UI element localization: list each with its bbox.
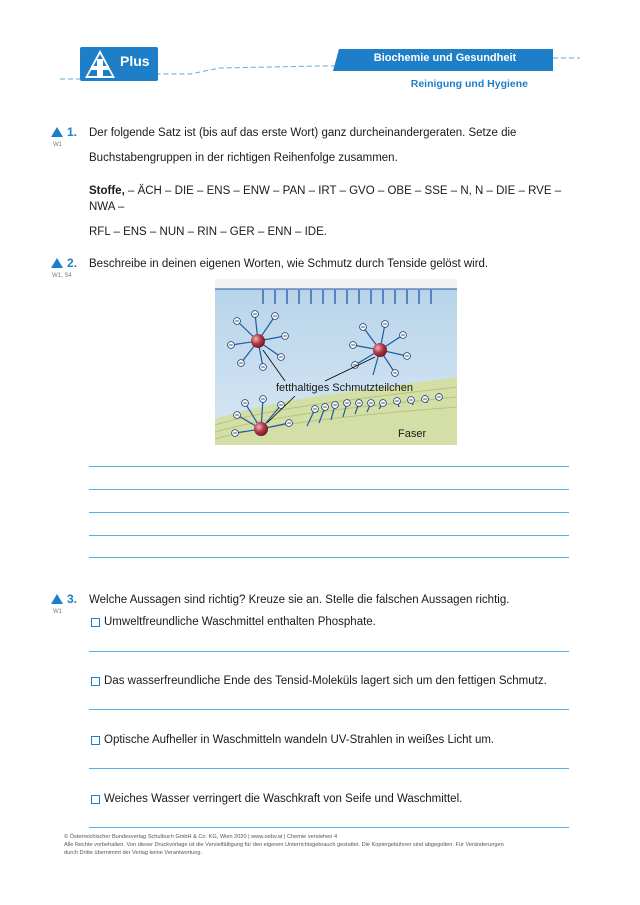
competence-code: W1 — [53, 142, 62, 148]
answer-line[interactable] — [89, 557, 569, 558]
word-puzzle: Stoffe, – ÄCH – DIE – ENS – ENW – PAN – IRT – GVO – OBE – SSE – N, N – DIE – RVE – NWA – RFL – ENS – NUN – RIN – GER – ENN – IDE. — [89, 185, 562, 238]
task-number: 1. — [67, 125, 78, 139]
task-triangle-icon — [51, 594, 63, 604]
competence-code: W1 — [53, 609, 62, 615]
checkbox-icon[interactable] — [91, 618, 100, 627]
statement-text: Umweltfreundliche Waschmittel enthalten Phosphate. — [104, 616, 376, 628]
answer-line[interactable] — [89, 651, 569, 652]
surfactant-illustration — [215, 279, 457, 445]
answer-line[interactable] — [89, 768, 569, 769]
checkbox-icon[interactable] — [91, 736, 100, 745]
statement-text: Optische Aufheller in Waschmitteln wandeln UV-Strahlen in weißes Licht um. — [104, 734, 495, 746]
copyright-footer: © Österreichischer Bundesverlag Schulbuch GmbH & Co. KG, Wien 2020 | www.oebv.at | Chemie verstehen 4 Alle Rechte vorbehalten. Von dieser Druckvorlage ist die Vervielfältigung für den eigenen Unterrichtsgebrauch gestattet. Die Kopiergebühren sind abgegolten. Für Veränderungen durch Dritte übernimmt der Verlag keine Verantwortung. — [64, 834, 504, 856]
task-text: Beschreibe in deinen eigenen Worten, wie Schmutz durch Tenside gelöst wird. — [89, 258, 489, 270]
answer-line[interactable] — [89, 489, 569, 490]
answer-line[interactable] — [89, 466, 569, 467]
plus-logo — [80, 47, 158, 81]
statement-text: Das wasserfreundliche Ende des Tensid-Moleküls lagert sich um den fettigen Schmutz. — [104, 675, 547, 687]
answer-line[interactable] — [89, 512, 569, 513]
task-text: Welche Aussagen sind richtig? Kreuze sie an. Stelle die falschen Aussagen richtig. — [89, 594, 510, 606]
checkbox-icon[interactable] — [91, 795, 100, 804]
checkbox-icon[interactable] — [91, 677, 100, 686]
task-text: Der folgende Satz ist (bis auf das erste Wort) ganz durcheinandergeraten. Setze die Buchstabengruppen in der richtigen Reihenfolge zusammen. — [89, 127, 517, 164]
subject-title: Biochemie und Gesundheit — [373, 52, 517, 64]
answer-line[interactable] — [89, 709, 569, 710]
answer-line[interactable] — [89, 827, 569, 828]
task-number: 2. — [67, 256, 78, 270]
answer-line[interactable] — [89, 535, 569, 536]
label-fiber: Faser — [398, 428, 427, 440]
task-triangle-icon — [51, 258, 63, 268]
puzzle-first-word: Stoffe, — [89, 185, 125, 197]
logo-text: Plus — [120, 53, 150, 69]
label-dirt-particle: fetthaltiges Schmutzteilchen — [276, 382, 413, 394]
statement-text: Weiches Wasser verringert die Waschkraft von Seife und Waschmittel. — [104, 793, 463, 805]
competence-code: W1, S4 — [52, 273, 72, 279]
task-number: 3. — [67, 592, 78, 606]
topic-title: Reinigung und Hygiene — [410, 78, 528, 90]
task-triangle-icon — [51, 127, 63, 137]
plus-logo-triangle-icon — [84, 49, 116, 79]
